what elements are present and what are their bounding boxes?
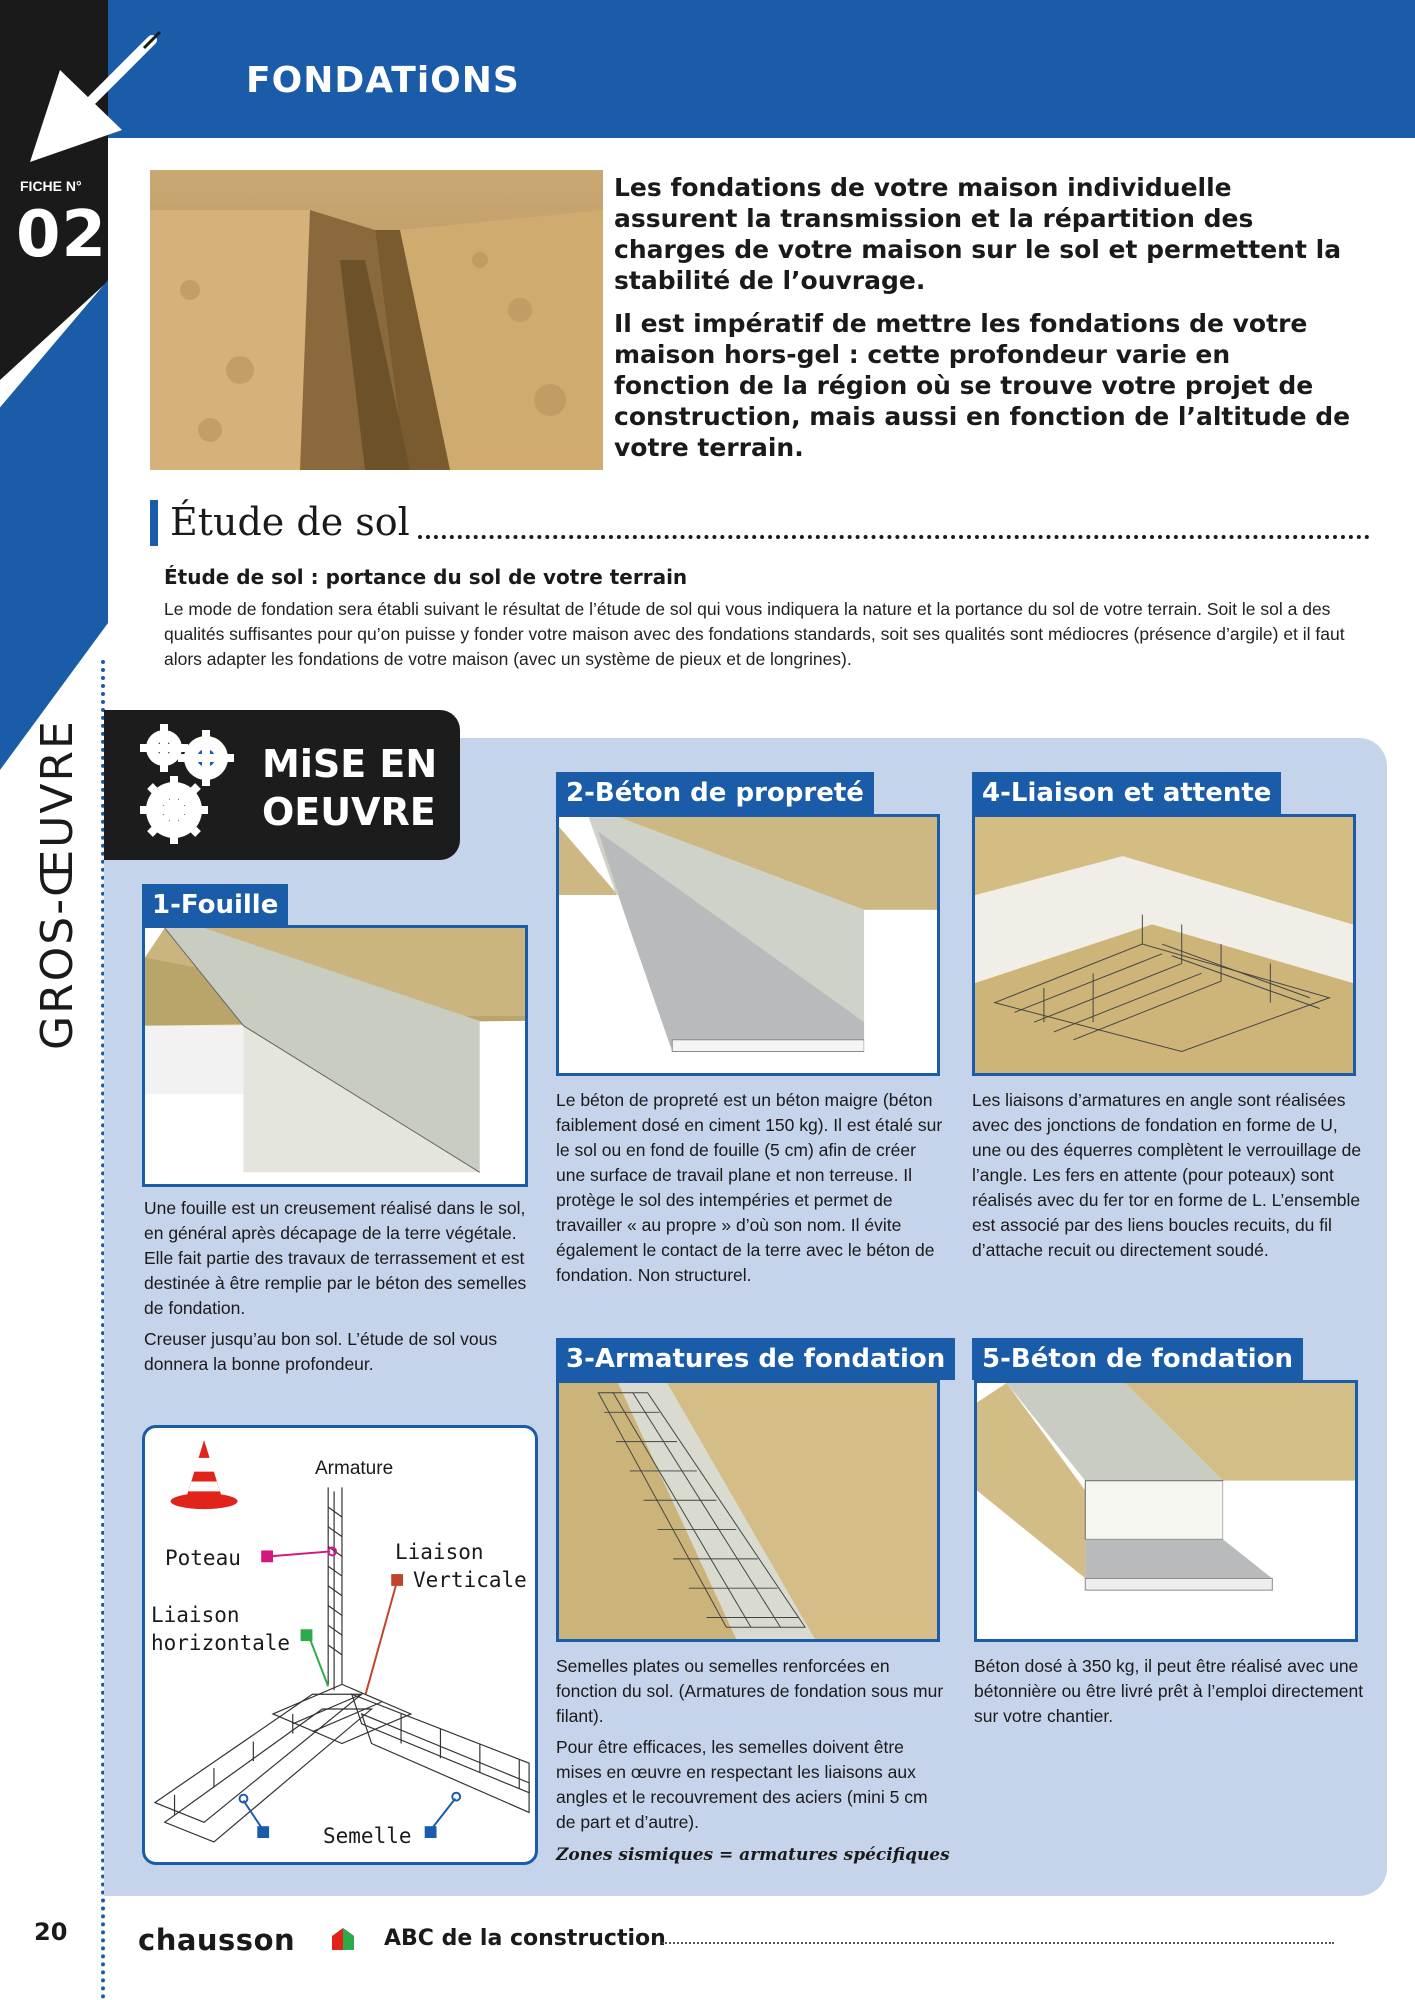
seismic-note: Zones sismiques = armatures spécifiques — [556, 1845, 950, 1865]
page-title: FONDATiONS — [246, 60, 520, 101]
step-paragraph: Semelles plates ou semelles renforcées en fonction du sol. (Armatures de fondation sous mur filant). — [556, 1656, 944, 1726]
step-label-liaison-attente: 4-Liaison et attente — [972, 772, 1281, 814]
rebar-label-poteau: Poteau — [165, 1546, 241, 1570]
step-text-fouille — [144, 1196, 534, 1377]
fiche-number: 02 — [16, 198, 108, 272]
intro-paragraph: Il est impératif de mettre les fondations de votre maison hors-gel : cette profondeur varie en fonction de la région où se trouve votre projet de construction, mais aussi en fonction de l’altitude de votre terrain. — [614, 309, 1351, 462]
page-number: 20 — [34, 1918, 68, 1946]
mise-title-line: OEUVRE — [262, 790, 436, 834]
rebar-label-liaison-verticale: Verticale — [413, 1568, 527, 1592]
footer-dotted-leader — [662, 1942, 1334, 1944]
header-band — [0, 0, 1415, 138]
study-text: Le mode de fondation sera établi suivant le résultat de l’étude de sol qui vous indiquera la nature et la portance du sol de votre terrain. Soit le sol a des qualités suffisantes pour qu’on puisse y fonder votre maison avec des fondations standards, soit ses qualités sont médiocres (présence d’argile) et il faut alors adapter les fondations de votre maison (avec un système de pieux et de longrines). — [164, 599, 1345, 669]
step-text-beton-fondation — [974, 1654, 1364, 1729]
rebar-label-liaison-verticale: Liaison — [395, 1540, 484, 1564]
step-label-beton-fondation: 5-Béton de fondation — [972, 1338, 1303, 1380]
gears-icon — [136, 722, 246, 848]
step-label-armatures: 3-Armatures de fondation — [556, 1338, 955, 1380]
rebar-label-armature: Armature — [315, 1458, 394, 1479]
fouille-illustration — [142, 925, 528, 1187]
mise-en-oeuvre-title — [262, 740, 437, 836]
step-paragraph: Une fouille est un creusement réalisé dans le sol, en général après décapage de la terre végétale. Elle fait partie des travaux de terrassement et est destinée à être remplie par le béton des semelles de fondation. — [144, 1198, 527, 1318]
intro-paragraph: Les fondations de votre maison individuelle assurent la transmission et la répartition des charges de votre maison sur le sol et permettent la stabilité de l’ouvrage. — [614, 173, 1342, 295]
rebar-diagram — [142, 1425, 538, 1865]
step-paragraph: Béton dosé à 350 kg, il peut être réalisé avec une bétonnière ou être livré prêt à l’emploi directement sur votre chantier. — [974, 1656, 1364, 1726]
rebar-label-semelle: Semelle — [323, 1824, 412, 1848]
rebar-label-liaison-horizontale: Liaison — [151, 1603, 240, 1627]
brand-logo: chausson — [138, 1923, 296, 1957]
beton-fondation-illustration — [974, 1380, 1358, 1642]
study-subtitle: Étude de sol : portance du sol de votre terrain — [164, 565, 688, 589]
step-paragraph: Les liaisons d’armatures en angle sont réalisées avec des jonctions de fondation en forme de U, une ou des équerres complètent le verrouillage de l’angle. Les fers en attente (pour poteaux) sont réalisés avec du fer tor en forme de L. L’ensemble est associé par des liens boucles recuits, du fil d’attache recuit ou directement soudé. — [972, 1090, 1362, 1260]
step-text-armatures — [556, 1654, 946, 1835]
category-label: GROS-ŒUVRE — [32, 719, 83, 1050]
step-paragraph: Pour être efficaces, les semelles doivent être mises en œuvre en respectant les liaisons aux angles et le recouvrement des aciers (mini 5 cm de part et d’autre). — [556, 1737, 928, 1832]
rebar-label-liaison-horizontale: horizontale — [151, 1631, 291, 1655]
trowel-icon — [22, 22, 172, 172]
step-text-beton-proprete — [556, 1088, 946, 1288]
liaison-attente-illustration — [972, 814, 1356, 1076]
section-title: Étude de sol — [170, 500, 410, 544]
fiche-label: FICHE N° — [20, 178, 82, 194]
step-text-liaison-attente — [972, 1088, 1362, 1263]
mise-title-line: MiSE EN — [262, 742, 438, 786]
step-label-fouille: 1-Fouille — [142, 884, 288, 926]
section-accent-bar — [150, 500, 158, 546]
armatures-illustration — [556, 1380, 940, 1642]
intro-text — [614, 172, 1354, 463]
warning-cone-icon — [171, 1440, 238, 1509]
brand-house-icon — [332, 1928, 354, 1950]
step-paragraph: Creuser jusqu’au bon sol. L’étude de sol vous donnera la bonne profondeur. — [144, 1329, 498, 1374]
beton-proprete-illustration — [556, 814, 940, 1076]
section-dotted-leader — [418, 535, 1370, 539]
step-label-beton-proprete: 2-Béton de propreté — [556, 772, 874, 814]
trench-photo — [150, 170, 603, 470]
footer-title: ABC de la construction — [384, 1926, 666, 1951]
step-paragraph: Le béton de propreté est un béton maigre (béton faiblement dosé en ciment 150 kg). Il est étalé sur le sol ou en fond de fouille (5 cm) afin de créer une surface de travail plane et non terreuse. Il protège le sol des intempéries et permet de travailler « au propre » d’où son nom. Il évite également le contact de la terre avec le béton de fondation. Non structurel. — [556, 1090, 943, 1285]
